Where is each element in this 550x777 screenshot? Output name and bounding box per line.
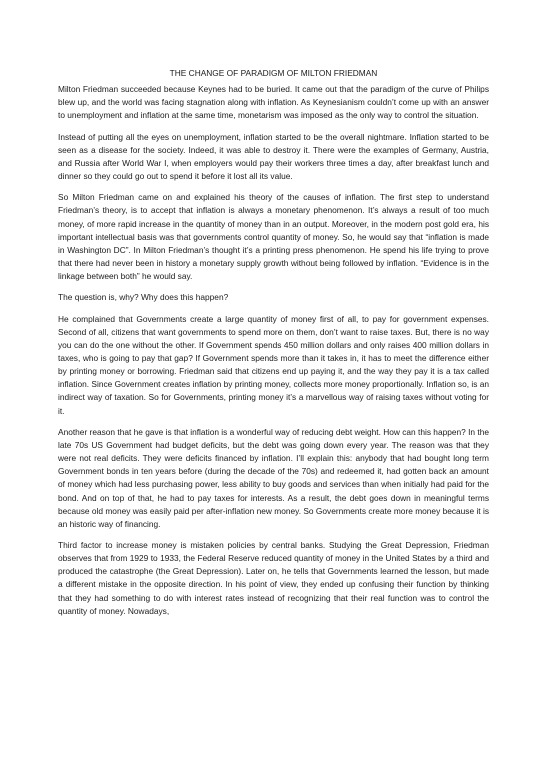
document-title: THE CHANGE OF PARADIGM OF MILTON FRIEDMAN	[169, 68, 378, 78]
paragraph-1: Milton Friedman succeeded because Keynes had to be buried. It came out that the paradigm of the curve of Philips blew up, and the world was facing stagnation along with inflation. As Keynesianism couldn’t come up with an answer to unemployment and inflation at the same time, monetarism was imposed as the only way to control the situation.	[58, 84, 489, 121]
paragraph-7: Third factor to increase money is mistaken policies by central banks. Studying the Great Depression, Friedman observes that from 1929 to 1933, the Federal Reserve reduced quantity of money in the United States by a third and produced the catastrophe (the Great Depression). Later on, he tells that Governments learned the lesson, but made a different mistake in the opposite direction. In his point of view, they ended up confusing their function by thinking that they had something to do with interest rates instead of recognizing that their real function was to control the quantity of money. Nowadays,	[58, 540, 489, 616]
paragraph-6: Another reason that he gave is that inflation is a wonderful way of reducing debt weight. How can this happen? In the late 70s US Government had budget deficits, but the debt was going down every year. The reason was that they were not real deficits. They were deficits financed by inflation. I’ll explain this: anybody that had bought long term Government bonds in ten years before (during the decade of the 70s) and redeemed it, had gotten back an amount of money which had less purchasing power, less ability to buy goods and services than when initially had paid for the bond. And on top of that, he had to pay taxes for interests. As a result, the debt goes down in meaningful terms because old money was easily paid per after-inflation new money. So Governments create more money because it is an historic way of financing.	[58, 426, 489, 529]
paragraph-2: Instead of putting all the eyes on unemployment, inflation started to be the overall nightmare. Inflation started to be seen as a disease for the society. Indeed, it was able to destroy it. There were the examples of Germany, Austria, and Russia after World War I, when employers would pay their workers three times a day, after breakfast lunch and dinner so they could go out to spend it before it lost all its value.	[58, 131, 489, 182]
paragraph-5: He complained that Governments create a large quantity of money first of all, to pay for government expenses. Second of all, citizens that want governments to spend more on them, don’t want to raise taxes. But, there is no way you can do the one without the other. If Government spends 450 million dollars and only raises 400 million dollars in taxes, who is going to pay that gap? If Government spends more than it takes in, it has to meet the difference either by printing money or borrowing. Friedman said that citizens end up paying it, and the way they pay it is a tax called inflation. Since Government creates inflation by printing money, collects more money proportionally. Inflation so, is an indirect way of taxation. So for Governments, printing money it’s a marvellous way of raising taxes without voting for it.	[58, 313, 489, 416]
paragraph-4: The question is, why? Why does this happen?	[58, 292, 229, 303]
document-body	[58, 67, 489, 626]
paragraph-3: So Milton Friedman came on and explained his theory of the causes of inflation. The first step to understand Friedman’s theory, is to accept that inflation is always a monetary phenomenon. It’s always a result of too much money, of more rapid increase in the quantity of money than in an output. Moreover, in the modern post gold era, his important intellectual basis was that governments control quantity of money. So, he would say that “inflation is made in Washington DC”. In Milton Friedman’s thought it’s a printing press phenomenon. He spend his life trying to prove that there had never been in history a monetary supply growth without being followed by inflation. “Evidence is in the linkage between both” he would say.	[58, 192, 489, 282]
